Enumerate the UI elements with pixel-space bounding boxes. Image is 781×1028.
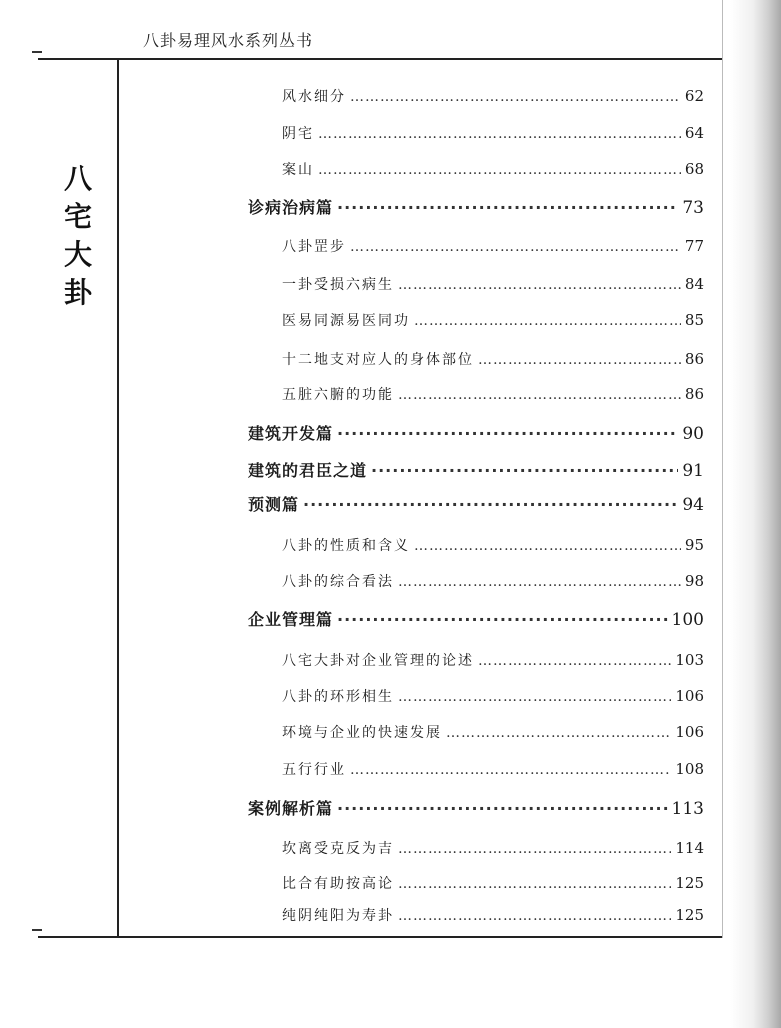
toc-entry-page: 86 (684, 350, 704, 368)
dot-leader (398, 841, 671, 857)
toc-entry[interactable] (282, 310, 704, 330)
toc-entry[interactable] (282, 838, 704, 858)
toc-section[interactable] (248, 796, 704, 819)
toc-entry[interactable] (282, 384, 704, 404)
dot-leader (337, 424, 678, 443)
toc-section-page: 100 (671, 610, 704, 630)
toc-section-title: 建筑的君臣之道 (248, 461, 368, 480)
dot-leader (398, 387, 681, 403)
toc-entry-title: 风水细分 (282, 89, 346, 105)
dot-leader (478, 653, 671, 669)
toc-entry-page: 62 (684, 87, 704, 105)
toc-section[interactable] (248, 195, 704, 218)
toc-entry[interactable] (282, 86, 704, 106)
toc-entry[interactable] (282, 759, 704, 779)
toc-entry-title: 八卦罡步 (282, 239, 346, 255)
toc-entry-title: 坎离受克反为吉 (282, 841, 394, 857)
dot-leader (350, 239, 681, 255)
vertical-rule (117, 59, 119, 937)
dot-leader (398, 908, 671, 924)
toc-entry[interactable] (282, 535, 704, 555)
toc-entry-page: 85 (684, 311, 704, 329)
toc-entry[interactable] (282, 236, 704, 256)
toc-entry[interactable] (282, 274, 704, 294)
book-title-char: 卦 (63, 276, 92, 309)
top-rule (38, 58, 723, 60)
dot-leader (318, 162, 681, 178)
page-edge-shadow (730, 0, 781, 1028)
toc-section-title: 企业管理篇 (248, 610, 334, 629)
toc-entry-title: 案山 (282, 162, 314, 178)
dot-leader (398, 876, 671, 892)
dot-leader (337, 799, 668, 818)
toc-entry-title: 十二地支对应人的身体部位 (282, 352, 474, 368)
toc-entry-title: 八宅大卦对企业管理的论述 (282, 653, 474, 669)
dot-leader (398, 689, 671, 705)
toc-entry[interactable] (282, 905, 704, 925)
book-title-vertical (58, 160, 98, 312)
toc-entry-title: 八卦的性质和含义 (282, 538, 410, 554)
toc-section[interactable] (248, 607, 704, 630)
toc-entry-page: 125 (675, 874, 704, 892)
toc-section-title: 诊病治病篇 (248, 198, 334, 217)
toc-section-title: 预测篇 (248, 495, 300, 514)
toc-entry-title: 五脏六腑的功能 (282, 387, 394, 403)
toc-entry-page: 68 (684, 160, 704, 178)
dot-leader (414, 313, 681, 329)
toc-section[interactable] (248, 492, 704, 515)
toc-entry[interactable] (282, 159, 704, 179)
dot-leader (414, 538, 681, 554)
dot-leader (337, 610, 668, 629)
book-title-char: 大 (63, 238, 92, 271)
dot-leader (398, 277, 681, 293)
toc-section-page: 113 (671, 799, 704, 819)
toc-entry-title: 医易同源易医同功 (282, 313, 410, 329)
toc-entry[interactable] (282, 650, 704, 670)
toc-section-title: 建筑开发篇 (248, 424, 334, 443)
dot-leader (371, 461, 678, 480)
toc-entry-page: 103 (675, 651, 704, 669)
crop-mark (32, 929, 42, 931)
series-title: 八卦易理风水系列丛书 (143, 31, 314, 50)
right-frame-rule (722, 0, 723, 938)
bottom-rule (38, 936, 723, 938)
toc-entry[interactable] (282, 123, 704, 143)
toc-entry-page: 86 (684, 385, 704, 403)
toc-entry-title: 阴宅 (282, 126, 314, 142)
toc-entry-title: 环境与企业的快速发展 (282, 725, 442, 741)
toc-entry-page: 84 (684, 275, 704, 293)
dot-leader (303, 495, 678, 514)
toc-entry-title: 八卦的综合看法 (282, 574, 394, 590)
toc-entry-page: 108 (675, 760, 704, 778)
toc-entry-page: 77 (684, 237, 704, 255)
toc-entry[interactable] (282, 722, 704, 742)
toc-entry-page: 114 (675, 839, 704, 857)
toc-section-title: 案例解析篇 (248, 799, 334, 818)
toc-section-page: 73 (682, 198, 704, 218)
toc-section-page: 91 (682, 461, 704, 481)
toc-section[interactable] (248, 421, 704, 444)
toc-entry-page: 64 (684, 124, 704, 142)
toc-section[interactable] (248, 458, 704, 481)
dot-leader (350, 89, 681, 105)
toc-entry-title: 八卦的环形相生 (282, 689, 394, 705)
dot-leader (318, 126, 681, 142)
dot-leader (478, 352, 681, 368)
toc-entry[interactable] (282, 873, 704, 893)
toc-entry-title: 纯阴纯阳为寿卦 (282, 908, 394, 924)
toc-entry-title: 五行行业 (282, 762, 346, 778)
toc-section-page: 90 (682, 424, 704, 444)
toc-entry-page: 125 (675, 906, 704, 924)
toc-entry-title: 比合有助按高论 (282, 876, 394, 892)
toc-entry-title: 一卦受损六病生 (282, 277, 394, 293)
dot-leader (337, 198, 678, 217)
toc-entry-page: 106 (675, 687, 704, 705)
toc-entry[interactable] (282, 349, 704, 369)
toc-entry-page: 106 (675, 723, 704, 741)
dot-leader (446, 725, 671, 741)
dot-leader (398, 574, 681, 590)
book-title-char: 八 (63, 162, 92, 195)
crop-mark (32, 51, 42, 53)
toc-entry[interactable] (282, 686, 704, 706)
dot-leader (350, 762, 671, 778)
toc-entry-page: 98 (684, 572, 704, 590)
toc-section-page: 94 (682, 495, 704, 515)
book-title-char: 宅 (63, 200, 92, 233)
toc-entry[interactable] (282, 571, 704, 591)
toc-entry-page: 95 (684, 536, 704, 554)
